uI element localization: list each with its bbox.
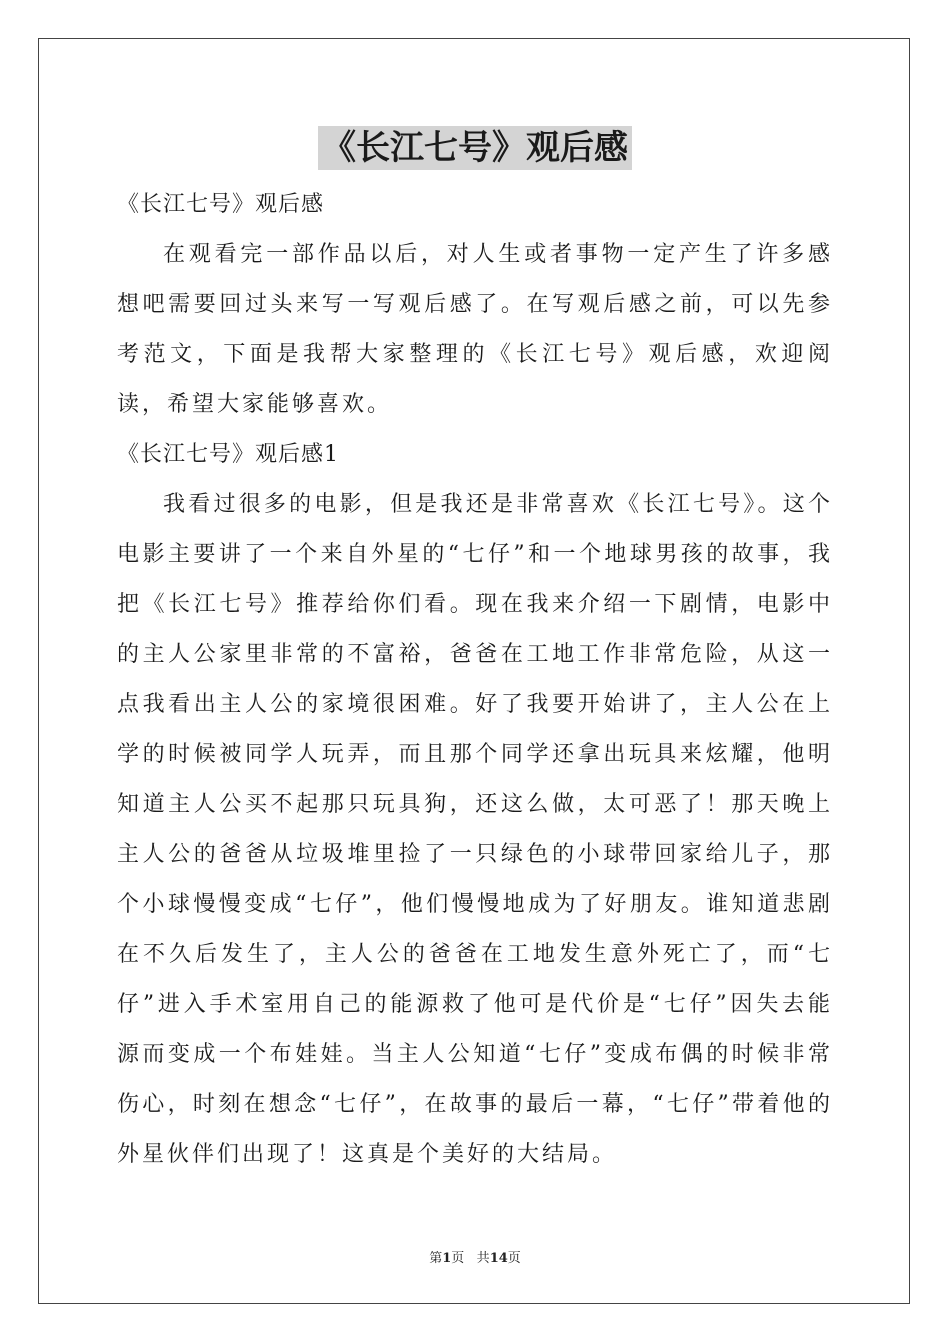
title-container xyxy=(0,126,950,170)
document-title: 《长江七号》观后感 xyxy=(318,126,632,170)
document-body xyxy=(117,180,833,1180)
intro-paragraph: 在观看完一部作品以后，对人生或者事物一定产生了许多感想吧需要回过头来写一写观后感了。在写观后感之前，可以先参考范文，下面是我帮大家整理的《长江七号》观后感，欢迎阅读，希望大家能够喜欢。 xyxy=(117,242,833,417)
page-suffix: 页 xyxy=(451,1251,465,1266)
section-heading: 《长江七号》观后感1 xyxy=(117,442,339,467)
page-number: 1 xyxy=(442,1251,452,1266)
page-prefix: 第 xyxy=(429,1251,443,1266)
total-suffix: 页 xyxy=(507,1251,521,1266)
page-footer xyxy=(0,1247,950,1266)
total-pages: 14 xyxy=(489,1251,508,1266)
total-prefix: 共 xyxy=(476,1251,490,1266)
document-subtitle: 《长江七号》观后感 xyxy=(117,192,325,217)
section-body-paragraph: 我看过很多的电影，但是我还是非常喜欢《长江七号》。这个电影主要讲了一个来自外星的“七仔”和一个地球男孩的故事，我把《长江七号》推荐给你们看。现在我来介绍一下剧情，电影中的主人公家里非常的不富裕，爸爸在工地工作非常危险，从这一点我看出主人公的家境很困难。好了我要开始讲了，主人公在上学的时候被同学人玩弄，而且那个同学还拿出玩具来炫耀，他明知道主人公买不起那只玩具狗，还这么做，太可恶了！那天晚上主人公的爸爸从垃圾堆里捡了一只绿色的小球带回家给儿子，那个小球慢慢变成“七仔”，他们慢慢地成为了好朋友。谁知道悲剧在不久后发生了，主人公的爸爸在工地发生意外死亡了，而“七仔”进入手术室用自己的能源救了他可是代价是“七仔”因失去能源而变成一个布娃娃。当主人公知道“七仔”变成布偶的时候非常伤心，时刻在想念“七仔”，在故事的最后一幕，“七仔”带着他的外星伙伴们出现了！这真是个美好的大结局。 xyxy=(117,492,833,1167)
